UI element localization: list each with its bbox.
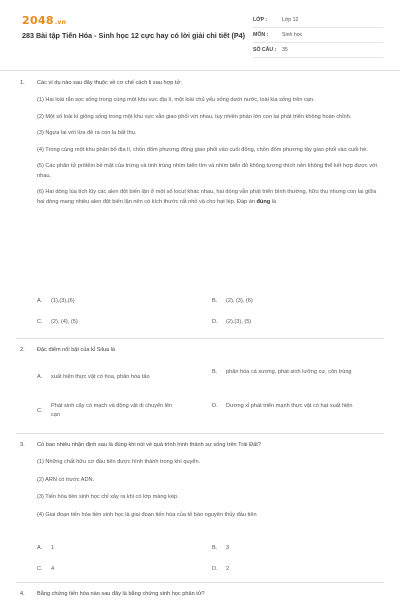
question-text: 2. Đặc điểm nổi bật của kỉ Silua là: [20, 347, 116, 353]
statement: (2) Một số loài kì giông sống trong một khu vực vẫn giao phối với nhau, tuy nhiên phần lớn con lai phát triển không hoàn chỉnh.: [37, 113, 352, 120]
question-text: 1. Các ví dụ nào sau đây thuộc về cơ chế cách li sau hợp tử:: [20, 80, 182, 86]
meta-subject: MÔN : Sinh học: [253, 28, 383, 43]
question-text: 3. Có bao nhiêu nhận định sau là đúng khi nói về quá trình hình thành sự sống trên Trái Đất?: [20, 442, 261, 448]
statement: (4) Trong cùng một khu phân bố địa lí, chồn đốm phương đông giao phối vào cuối đông, chồn đốm phương tây giao phối vào cuối hè.: [37, 146, 368, 153]
option-c[interactable]: C. 4: [37, 566, 55, 572]
question-1: [0, 79, 400, 339]
document-meta: [253, 13, 383, 58]
option-c[interactable]: C. Phát sinh cây có mạch và động vật di chuyển lên cạn: [37, 403, 173, 418]
statement: (3) Tiến hóa tiền sinh học chỉ xảy ra khi có lớp màng kép.: [37, 494, 179, 500]
option-b[interactable]: B. (2), (3), (6): [212, 298, 253, 304]
statement: (1) Hai loài rắn sọc sống trong cùng một khu vực địa lí, một loài chủ yếu sống dưới nước, loài kia sống trên cạn.: [37, 97, 315, 103]
question-list: [0, 79, 400, 597]
option-a[interactable]: A. xuất hiện thực vật có hoa, phân hóa tảo: [37, 374, 150, 380]
option-a[interactable]: A. 1: [37, 545, 55, 551]
question-divider: [16, 433, 384, 434]
option-c[interactable]: C. (2), (4), (5): [37, 319, 78, 325]
statement: (5) Các phân tử prôtêin bề mặt của trứng và tinh trùng nhím biển tím và nhím biển đỏ không tương thích nên không thể kết hợp được với nhau.: [37, 163, 377, 179]
question-3: [0, 441, 400, 581]
option-b[interactable]: B. phân hóa cá xương, phát sinh lưỡng cư, côn trùng: [212, 369, 352, 375]
option-d[interactable]: D. Dương xỉ phát triển mạnh thực vật có hạt xuất hiện: [212, 403, 353, 409]
question-2: [0, 346, 400, 446]
option-a[interactable]: A. (1),(3),(6): [37, 298, 75, 304]
statement: (1) Những chất hữu cơ đầu tiên được hình thành trong khí quyển.: [37, 459, 201, 465]
statement: (6) Hai dòng lúa tích lũy các alen đột biến lặn ở một số locut khác nhau, hai dòng vẫn phát triển bình thường, hữu thụ nhưng con lai giữa hai dòng mang nhiều alen đột biến lặn nên có kích thước rất nhỏ và cho hạt lép. Đáp án đúng là: [37, 189, 377, 205]
question-text: 4. Bằng chứng tiến hóa nào sau đây là bằng chứng sinh học phân tử?: [20, 591, 205, 597]
question-4: [0, 590, 400, 599]
meta-class: LỚP : Lớp 12: [253, 13, 383, 28]
meta-question-count: SỐ CÂU : 35: [253, 43, 383, 58]
question-divider: [16, 338, 384, 339]
statement: (4) Giai đoạn tiến hóa tiền sinh học là giai đoạn tiến hóa của tế bào nguyên thủy đầu tiên: [37, 511, 257, 518]
document-title: 283 Bài tập Tiến Hóa - Sinh học 12 cực hay có lời giải chi tiết (P4): [22, 31, 246, 40]
option-b[interactable]: B. 3: [212, 545, 230, 551]
option-d[interactable]: D. 2: [212, 566, 230, 572]
question-divider: [16, 582, 384, 583]
document-header: [0, 0, 400, 71]
option-d[interactable]: D. (2),(3), (5): [212, 319, 252, 325]
statement: (3) Ngựa lai với lừa đẻ ra con la bất thụ.: [37, 130, 137, 136]
statement: (2) ARN có trước ADN.: [37, 476, 95, 483]
site-logo[interactable]: 2048.vn: [22, 14, 67, 27]
